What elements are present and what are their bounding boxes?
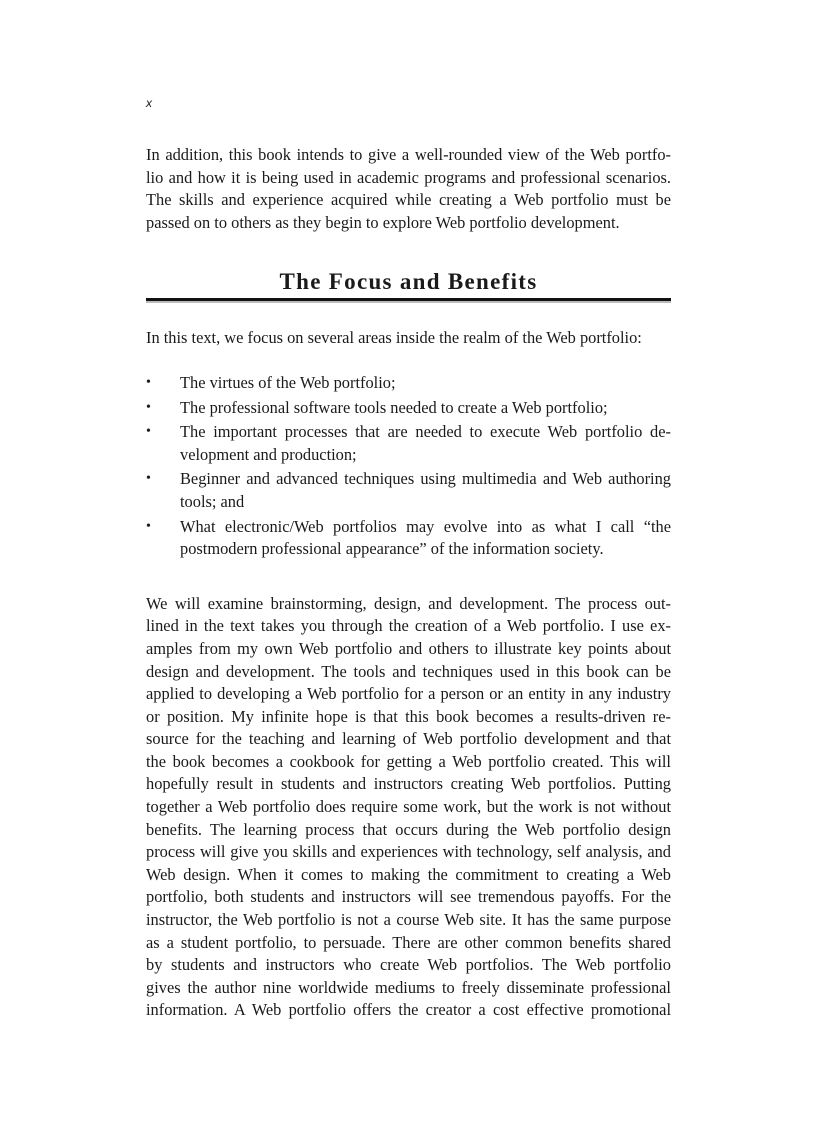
text-line: lio and how it is being used in academic programs and professional scenarios.	[146, 167, 671, 187]
page-content	[146, 144, 671, 1022]
text-line: together a Web portfolio does require some work, but the work is not without	[146, 797, 671, 817]
text-line: design and development. The tools and techniques used in this book can be	[146, 661, 671, 681]
text-line: In addition, this book intends to give a well-rounded view of the Web portfo-	[146, 145, 671, 164]
list-item	[146, 421, 671, 466]
list-item	[146, 516, 671, 561]
text-line: The professional software tools needed to create a Web portfolio;	[180, 397, 608, 417]
bullet-icon: •	[146, 399, 151, 415]
text-line: The important processes that are needed to execute Web portfolio de-	[180, 422, 671, 442]
text-line: postmodern professional appearance” of the information society.	[180, 539, 604, 559]
page-number: x	[146, 96, 152, 110]
bullet-icon: •	[146, 374, 151, 390]
text-line: or position. My infinite hope is that this book becomes a results-driven re-	[146, 706, 671, 726]
text-line: What electronic/Web portfolios may evolve into as what I call “the	[180, 516, 671, 536]
text-line: velopment and production;	[180, 444, 357, 464]
text-line: process will give you skills and experiences with technology, self analysis, and	[146, 842, 671, 862]
text-line: We will examine brainstorming, design, and development. The process out-	[146, 593, 671, 613]
section-heading-rule	[146, 268, 671, 301]
list-item	[146, 372, 671, 395]
section-heading: The Focus and Benefits	[279, 269, 538, 295]
text-line: In this text, we focus on several areas inside the realm of the Web portfolio:	[146, 328, 642, 348]
bullet-icon: •	[146, 471, 151, 487]
text-line: The skills and experience acquired while creating a Web portfolio must be	[146, 190, 671, 210]
text-line: portfolio, both students and instructors will see tremendous payoffs. For the	[146, 887, 671, 907]
text-line: The virtues of the Web portfolio;	[180, 372, 396, 392]
list-item	[146, 468, 671, 513]
text-line: Web design. When it comes to making the commitment to creating a Web	[146, 864, 671, 884]
text-line: benefits. The learning process that occurs during the Web portfolio design	[146, 819, 671, 839]
list-item	[146, 397, 671, 420]
text-line: by students and instructors who create Web portfolios. The Web portfolio	[146, 955, 671, 975]
main-paragraph	[146, 593, 671, 1022]
text-line: instructor, the Web portfolio is not a course Web site. It has the same purpose	[146, 910, 671, 930]
text-line: source for the teaching and learning of Web portfolio development and that	[146, 729, 671, 749]
text-line: passed on to others as they begin to explore Web portfolio development.	[146, 212, 620, 232]
text-line: as a student portfolio, to persuade. There are other common benefits shared	[146, 932, 671, 952]
bullet-icon: •	[146, 518, 151, 534]
text-line: hopefully result in students and instructors creating Web portfolios. Putting	[146, 774, 671, 794]
text-line: amples from my own Web portfolio and others to illustrate key points about	[146, 638, 671, 658]
focus-intro	[146, 327, 671, 350]
text-line: tools; and	[180, 491, 245, 511]
text-line: the book becomes a cookbook for getting a Web portfolio created. This will	[146, 751, 671, 771]
text-line: applied to developing a Web portfolio for a person or an entity in any industry	[146, 684, 671, 704]
bullet-icon: •	[146, 424, 151, 440]
text-line: gives the author nine worldwide mediums to freely disseminate professional	[146, 977, 671, 997]
focus-list	[146, 372, 671, 561]
text-line: Beginner and advanced techniques using multimedia and Web authoring	[180, 469, 671, 489]
intro-paragraph	[146, 144, 671, 234]
text-line: information. A Web portfolio offers the creator a cost effective promotional	[146, 1000, 671, 1020]
text-line: lined in the text takes you through the creation of a Web portfolio. I use ex-	[146, 616, 671, 636]
